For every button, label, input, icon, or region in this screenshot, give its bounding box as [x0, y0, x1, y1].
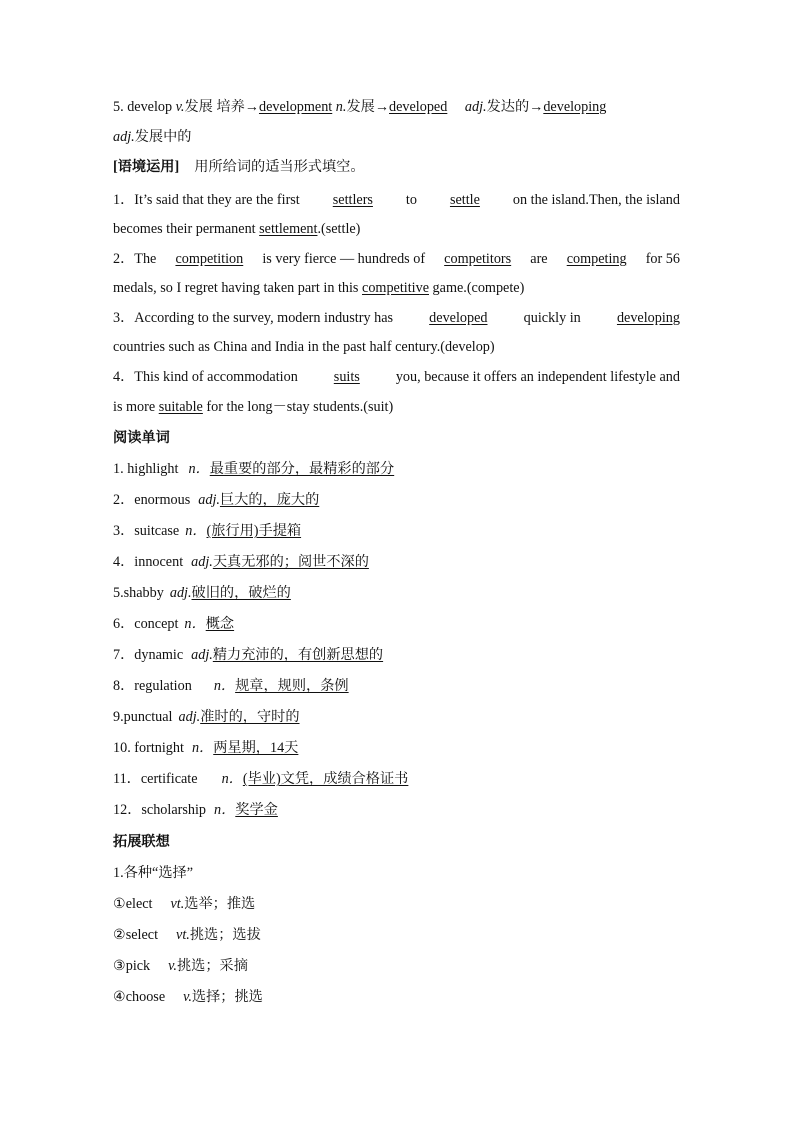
develop-entry-line2	[113, 128, 191, 146]
definition: 破旧的，破烂的	[191, 585, 291, 601]
text: quickly in	[523, 310, 581, 326]
vocab-item	[113, 584, 291, 602]
definition: 挑选；采摘	[176, 958, 248, 974]
text: 3．According to the survey, modern industry has	[113, 310, 394, 326]
vocab-item	[113, 801, 278, 819]
vocab-word: 9.punctual	[113, 709, 173, 725]
text: becomes their permanent	[113, 221, 256, 237]
definition: (旅行用)手提箱	[206, 523, 302, 539]
definition: 选择；挑选	[191, 989, 263, 1005]
vocab-item	[113, 770, 408, 788]
answer-blank: competing	[566, 251, 627, 267]
pos: v.	[183, 989, 192, 1005]
answer-blank: developing	[616, 310, 680, 326]
definition: 规章，规则，条例	[235, 678, 349, 694]
choose-heading: 1.各种“选择”	[113, 865, 193, 881]
choice-item	[113, 895, 255, 913]
choice-word: ①elect	[113, 896, 153, 912]
vocab-item	[113, 553, 369, 571]
vocab-item	[113, 522, 301, 540]
text: medals, so I regret having taken part in this	[113, 280, 359, 296]
answer-blank: developed	[389, 99, 448, 115]
pos: vt.	[170, 896, 185, 912]
choice-word: ④choose	[113, 989, 166, 1005]
pos: adj.	[191, 647, 213, 663]
vocab-word: 10. fortnight	[113, 740, 184, 756]
pos: adj.	[178, 709, 201, 725]
pos: adj.	[464, 99, 487, 115]
vocab-word: 6．concept	[113, 616, 179, 632]
reading-words-heading: 阅读单词	[113, 430, 170, 446]
definition: 巨大的，庞大的	[219, 492, 320, 508]
choice-item	[113, 957, 248, 975]
vocab-word: 2．enormous	[113, 492, 191, 508]
vocab-item	[113, 646, 383, 664]
answer-blank: suits	[333, 369, 360, 385]
definition: 最重要的部分，最精彩的部分	[209, 461, 395, 477]
text: on the island.Then, the island	[512, 192, 680, 208]
pos: n.	[335, 99, 347, 115]
choice-word: ③pick	[113, 958, 151, 974]
pos: n．	[213, 678, 236, 694]
extension-heading: 拓展联想	[113, 834, 170, 850]
text: is very fierce — hundreds of	[262, 251, 426, 267]
text: .(settle)	[317, 221, 361, 237]
vocab-item	[113, 491, 319, 509]
pos: n．	[185, 523, 207, 539]
definition: 天真无邪的；阅世不深的	[212, 554, 369, 570]
definition: 精力充沛的，有创新思想的	[212, 647, 384, 663]
text: for 56	[645, 251, 680, 267]
exercise-3-line1	[113, 309, 680, 327]
definition: 选举；推选	[184, 896, 256, 912]
text: game.(compete)	[432, 280, 525, 296]
pos: adj.	[191, 554, 213, 570]
answer-blank: developing	[543, 99, 607, 115]
text: for the long－stay students.(suit)	[206, 399, 394, 415]
text: 2．The	[113, 251, 157, 267]
meaning: 发展中的	[134, 129, 192, 145]
pos: vt.	[176, 927, 190, 943]
pos: adj.	[113, 129, 135, 145]
meaning: 发展→	[346, 99, 390, 115]
vocab-item	[113, 677, 349, 695]
exercise-4-line2	[113, 398, 393, 416]
pos: n．	[221, 771, 243, 787]
vocab-word: 1. highlight	[113, 461, 179, 477]
answer-blank: competitors	[444, 251, 512, 267]
answer-blank: settlement	[259, 221, 318, 237]
text: are	[530, 251, 548, 267]
vocab-word: 5.shabby	[113, 585, 164, 601]
pos: adj.	[169, 585, 192, 601]
pos: adj.	[198, 492, 220, 508]
meaning: 发达的→	[486, 99, 544, 115]
instruction: 用所给词的适当形式填空。	[194, 159, 365, 175]
section-heading: [语境运用]	[113, 159, 180, 175]
vocab-word: 12．scholarship	[113, 802, 206, 818]
text: countries such as China and India in the past half century.(develop)	[113, 339, 495, 355]
choice-item	[113, 926, 261, 944]
pos: n．	[188, 461, 210, 477]
exercise-1-line1	[113, 191, 680, 209]
text: you, because it offers an independent lifestyle and	[395, 369, 680, 385]
definition: 挑选；选拔	[189, 927, 261, 943]
answer-blank: suitable	[158, 399, 203, 415]
exercise-4-line1	[113, 368, 680, 386]
context-heading-line	[113, 158, 365, 176]
answer-blank: competitive	[362, 280, 429, 296]
pos: n．	[214, 802, 236, 818]
answer-blank: competition	[175, 251, 244, 267]
answer-blank: settlers	[332, 192, 373, 208]
choice-item	[113, 988, 263, 1006]
exercise-2-line1	[113, 250, 680, 268]
exercise-2-line2	[113, 279, 524, 297]
exercise-1-line2	[113, 220, 360, 238]
choice-word: ②select	[113, 927, 159, 943]
pos: n．	[184, 616, 206, 632]
meaning: 培养→	[216, 99, 259, 115]
vocab-word: 8．regulation	[113, 678, 192, 694]
vocab-item	[113, 615, 234, 633]
vocab-item	[113, 708, 300, 726]
pos: v.	[175, 99, 185, 115]
develop-entry-line1	[113, 98, 606, 116]
headword: 5. develop	[113, 99, 173, 115]
text: 4．This kind of accommodation	[113, 369, 298, 385]
vocab-word: 3．suitcase	[113, 523, 180, 539]
text: 1．It’s said that they are the first	[113, 192, 300, 208]
definition: (毕业)文凭，成绩合格证书	[242, 771, 409, 787]
meaning: 发展	[184, 99, 213, 115]
definition: 两星期，14天	[213, 740, 299, 756]
definition: 准时的，守时的	[200, 709, 300, 725]
definition: 概念	[205, 616, 235, 632]
vocab-word: 4．innocent	[113, 554, 184, 570]
vocab-item	[113, 739, 298, 757]
pos: n．	[191, 740, 214, 756]
vocab-word: 11．certificate	[113, 771, 198, 787]
answer-blank: settle	[449, 192, 480, 208]
answer-blank: development	[258, 99, 333, 115]
answer-blank: developed	[429, 310, 488, 326]
pos: v.	[168, 958, 177, 974]
vocab-word: 7．dynamic	[113, 647, 184, 663]
text: is more	[113, 399, 156, 415]
exercise-3-line2	[113, 338, 495, 356]
text: to	[405, 192, 417, 208]
vocab-item	[113, 460, 394, 478]
definition: 奖学金	[235, 802, 278, 818]
